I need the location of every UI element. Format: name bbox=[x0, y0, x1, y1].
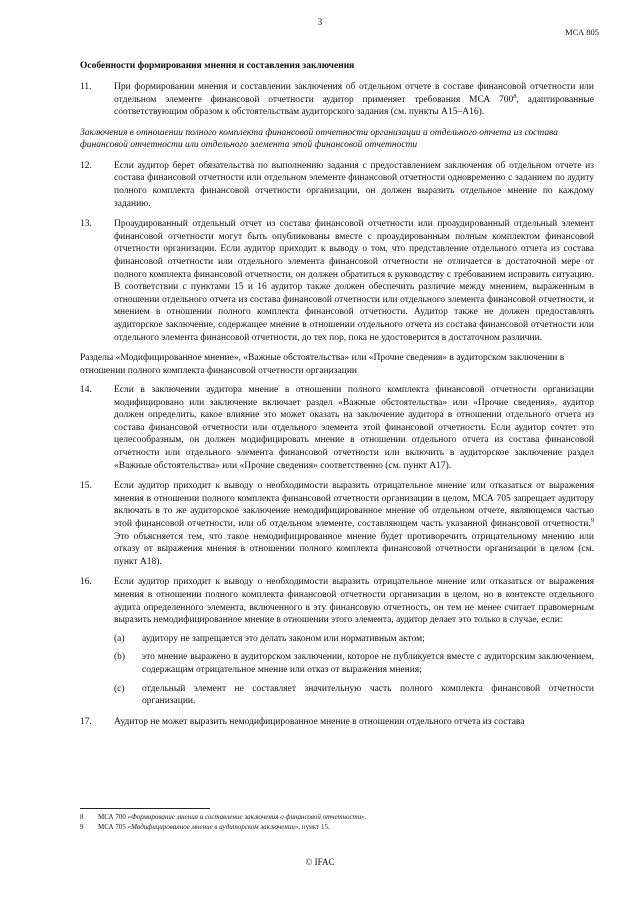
paragraph-text: Если аудитор приходит к выводу о необходимости выразить отрицательное мнение или отказаться от выражения мнения в отношении полного комплекта финансовой отчетности организации в целом, но в контексте отдельного аудита определенного элемента, включенного в эту финансовую отчетность, он тем не менее считает правомерным выразить немодифицированное мнение в отношении этого элемента, аудитор делает это только в случае, если: bbox=[114, 577, 594, 626]
list-letter: (a) bbox=[114, 633, 125, 644]
paragraph-number: 11. bbox=[80, 82, 92, 92]
list-item-text: аудитору не запрещается это делать законом или нормативным актом; bbox=[142, 633, 425, 644]
paragraph-11 bbox=[80, 81, 594, 119]
paragraph-14 bbox=[80, 384, 594, 472]
paragraph-text: Аудитор не может выразить немодифицированное мнение в отношении отдельного отчета из состава bbox=[114, 716, 525, 727]
paragraph-text-part: При формировании мнения и составлении заключения об отдельном отчете в составе финансовой отчетности или отдельном элементе финансовой отчетности аудитор применяет требования МСА 700 bbox=[114, 82, 594, 105]
paragraph-text: Проаудированный отдельный отчет из состава финансовой отчетности или проаудированный отдельный элемент финансовой отчетности могут быть опубликованы вместе с проаудированным полным комплектом финансовой отчетности организации. Если аудитор приходит к выводу о том, что представление отдельного отчета из состава финансовой отчетности или отдельного элемента финансовой отчетности не отличается в достаточной мере от полного комплекта финансовой отчетности, он должен обратиться к руководству с требованием исправить ситуацию. В соответствии с пунктами 15 и 16 аудитор также должен обеспечить различие между мнением, выраженным в отношении отдельного отчета из состава финансовой отчетности или отдельного элемента финансовой отчетности, и мнением в отношении полного комплекта финансовой отчетности. Аудитор также не должен предоставлять аудиторское заключение, содержащее мнение в отношении отдельного отчета из состава финансовой отчетности или отдельного элемента финансовой отчетности, до тех пор, пока не удостоверится в достаточном различии. bbox=[114, 219, 594, 343]
footnote-text bbox=[98, 812, 366, 822]
paragraph-text-part: , адаптированные соответствующим образом к обстоятельствам аудиторского задания (см. пункты A15–A16). bbox=[114, 94, 594, 118]
paragraph-text-part: Если аудитор приходит к выводу о необходимости выразить отрицательное мнение или отказаться от выражения мнения в отношении полного комплекта финансовой отчетности организации в целом, МСА 705 запрещает аудитору включать в то же аудиторское заключение немодифицированное мнение об отдельном отчете, являющемся частью этой финансовой отчетности, или об отдельном элементе, составляющем часть указанной финансовой отчетности. bbox=[114, 481, 594, 530]
paragraph-12 bbox=[80, 160, 594, 210]
paragraph-number: 12. bbox=[80, 160, 92, 171]
paragraph-16 bbox=[80, 576, 594, 707]
paragraph-number: 13. bbox=[80, 219, 92, 230]
footnotes bbox=[80, 812, 594, 832]
paragraph-text: Если в заключении аудитора мнение в отношении полного комплекта финансовой отчетности организации модифицировано или заключение включает раздел «Важные обстоятельства» или «Прочие сведения», аудитор должен определить, какое влияние это может оказать на заключение аудитора в отношении отдельного отчета из состава финансовой отчетности или отдельного элемента этой финансовой отчетности. Если аудитор сочтет это целесообразным, он должен модифицировать мнение в отношении отдельного отчета из состава финансовой отчетности или отдельного элемента финансовой отчетности или включить в аудиторское заключение раздел «Важные обстоятельства» или «Прочие сведения» соответственно (см. пункт A17). bbox=[114, 385, 594, 471]
footnote-ref: 8 bbox=[513, 92, 517, 100]
paragraph-15 bbox=[80, 480, 594, 568]
paragraph-number: 14. bbox=[80, 385, 92, 396]
footnote-tail: . bbox=[364, 813, 367, 821]
paragraph-text bbox=[114, 81, 594, 119]
footnote-number: 8 bbox=[80, 813, 84, 821]
paragraph-number: 16. bbox=[80, 577, 92, 588]
list-letter: (b) bbox=[114, 652, 126, 663]
footnote-number: 9 bbox=[80, 823, 84, 831]
paragraph-number: 15. bbox=[80, 481, 92, 492]
page-number: 3 bbox=[317, 17, 323, 27]
footnote-divider bbox=[80, 808, 210, 809]
copyright-footer: © IFAC bbox=[305, 857, 335, 867]
list-item-text: это мнение выражено в аудиторском заключении, которое не публикуется вместе с аудиторским заключением, содержащим отрицательное мнение или отказ от выражения мнения; bbox=[142, 652, 594, 675]
footnote-ref: 9 bbox=[590, 516, 594, 524]
footnote-text bbox=[98, 822, 330, 832]
paragraph-17 bbox=[80, 716, 594, 729]
paragraph-13 bbox=[80, 218, 594, 344]
list-item bbox=[114, 651, 594, 676]
page-body bbox=[80, 60, 594, 736]
footnote-title: «Формирование мнения и составление заключения о финансовой отчетности» bbox=[127, 813, 365, 821]
subsection-heading: Разделы «Модифицированное мнение», «Важные обстоятельства» или «Прочие сведения» в аудиторском заключении в отношении полного комплекта финансовой отчетности организации bbox=[80, 353, 565, 376]
subsection-heading: Заключения в отношении полного комплекта финансовой отчетности организации и отдельного отчета из состава финансовой отчетности или отдельного элемента этой финансовой отчетности bbox=[80, 127, 558, 151]
paragraph-body bbox=[114, 576, 594, 707]
footnote-title: «Модифицированное мнение в аудиторском заключении» bbox=[127, 823, 299, 831]
paragraph-text bbox=[114, 480, 594, 568]
footnote bbox=[80, 812, 594, 822]
footnote-tail: , пункт 15. bbox=[298, 823, 330, 831]
paragraph-number: 17. bbox=[80, 716, 92, 727]
section-heading: Особенности формирования мнения и составления заключения bbox=[80, 61, 355, 71]
list-item-text: отдельный элемент не составляет значительную часть полного комплекта финансовой отчетности организации. bbox=[142, 683, 594, 707]
footnote-plain: МСА 705 bbox=[98, 823, 128, 831]
paragraph-text-part: Это объясняется тем, что такое немодифицированное мнение будет противоречить отрицательному мнению или отказу от выражения мнения в отношении полного комплекта финансовой отчетности организации в целом (см. пункт A18). bbox=[114, 531, 594, 567]
list-item bbox=[114, 633, 594, 646]
footnote bbox=[80, 822, 594, 832]
footnote-plain: МСА 700 bbox=[98, 813, 128, 821]
paragraph-text: Если аудитор берет обязательства по выполнению задания с предоставлением заключения об отдельном отчете из состава финансовой отчетности или отдельном элементе финансовой отчетности одновременно с заданием по аудиту полного комплекта финансовой отчетности организации, он должен выразить отдельное мнение по каждому заданию. bbox=[114, 160, 594, 209]
list-item bbox=[114, 683, 594, 708]
standard-code: МСА 805 bbox=[565, 27, 599, 37]
list-letter: (c) bbox=[114, 683, 125, 694]
